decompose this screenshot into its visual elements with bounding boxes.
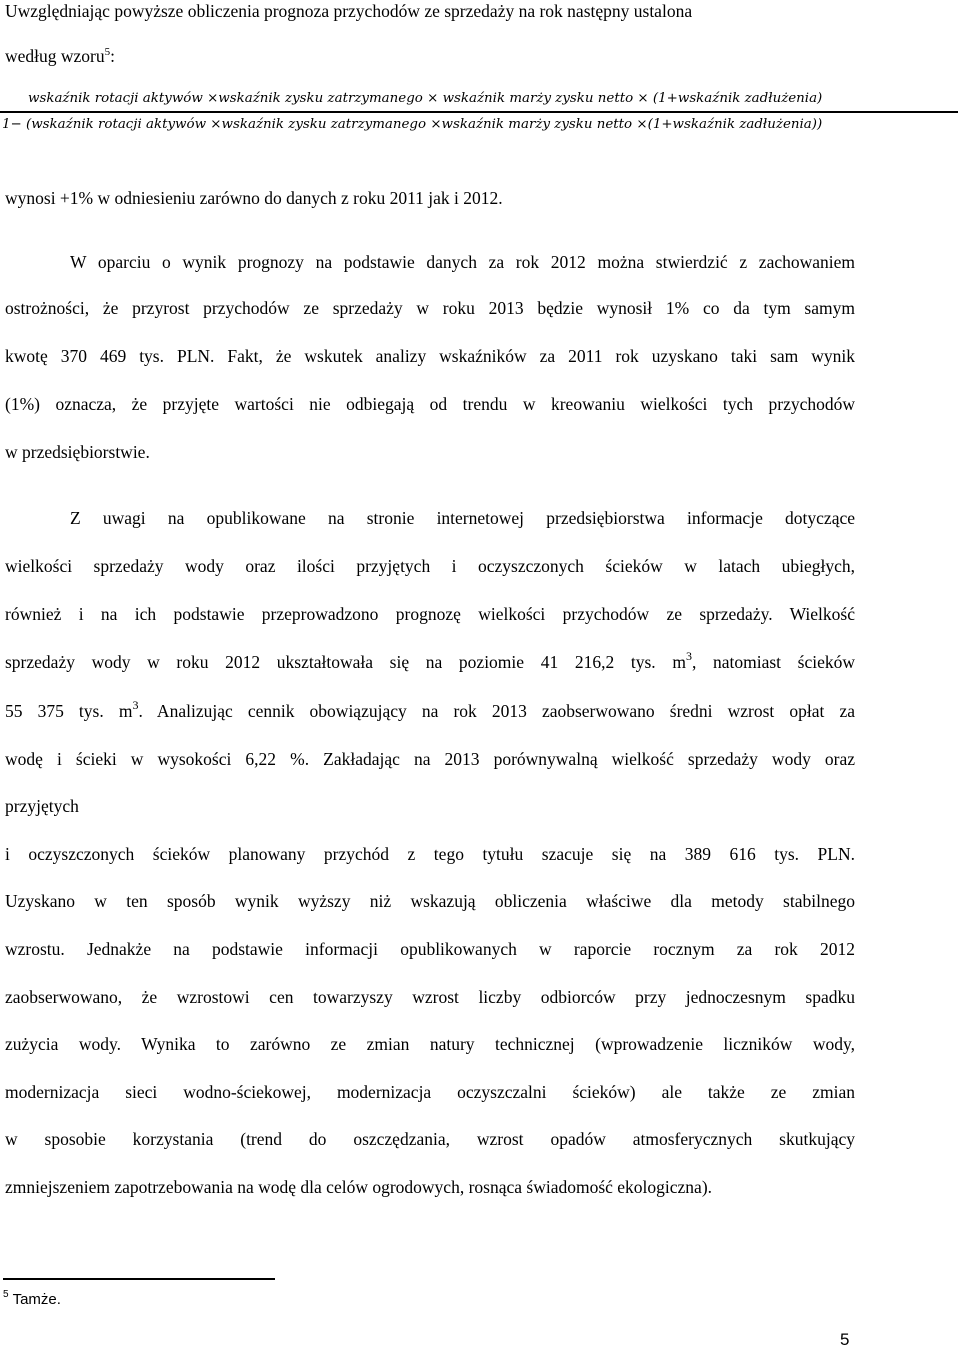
- footnote: [3, 1290, 61, 1310]
- paragraph2-line-4-a: sprzedaży wody w roku 2012 ukształtowała się na poziomie 41 216,2 tys. m: [5, 652, 686, 672]
- footnote-reference: 5: [104, 46, 111, 58]
- paragraph1-line-4: (1%) oznacza, że przyjęte wartości nie odbiegają od trendu w kreowaniu wielkości tych przychodów: [5, 394, 855, 414]
- intro-line-2-text: według wzoru: [5, 46, 105, 66]
- paragraph2-line-15: zmniejszeniem zapotrzebowania na wodę dla celów ogrodowych, rosnąca świadomość ekologiczna).: [5, 1177, 713, 1197]
- page-number: 5: [840, 1330, 850, 1349]
- paragraph1-line-3: kwotę 370 469 tys. PLN. Fakt, że wskutek analizy wskaźników za 2011 rok uzyskano taki sam wynik: [5, 346, 855, 366]
- paragraph2-line-6: wodę i ścieki w wysokości 6,22 %. Zakładając na 2013 porównywalną wielkość sprzedaży wody oraz: [5, 749, 855, 769]
- paragraph2-line-14: w sposobie korzystania (trend do oszczędzania, wzrost opadów atmosferycznych skutkujący: [5, 1129, 855, 1149]
- paragraph2-line-10: wzrostu. Jednakże na podstawie informacji opublikowanych w raporcie rocznym za rok 2012: [5, 939, 855, 959]
- formula-numerator: wskaźnik rotacji aktywów ×wskaźnik zysku zatrzymanego × wskaźnik marży zysku netto × (1+wskaźnik zadłużenia): [28, 91, 823, 106]
- paragraph1-line-2: ostrożności, że przyrost przychodów ze sprzedaży w roku 2013 będzie wynosił 1% co da tym samym: [5, 298, 855, 318]
- footnote-separator: [3, 1278, 275, 1280]
- paragraph2-line-1: Z uwagi na opublikowane na stronie internetowej przedsiębiorstwa informacje dotyczące: [70, 508, 855, 528]
- formula-denominator: 1− (wskaźnik rotacji aktywów ×wskaźnik zysku zatrzymanego ×wskaźnik marży zysku netto ×(1+wskaźnik zadłużenia)): [2, 117, 823, 132]
- paragraph2-line-12: zużycia wody. Wynika to zarówno ze zmian natury technicznej (wprowadzenie liczników wody,: [5, 1034, 855, 1054]
- paragraph2-line-13: modernizacja sieci wodno-ściekowej, modernizacja oczyszczalni ścieków) ale także ze zmian: [5, 1082, 855, 1102]
- cubic-exponent: 3: [132, 698, 139, 712]
- cubic-exponent: 3: [685, 649, 692, 663]
- footnote-text: Tamże.: [12, 1291, 61, 1308]
- intro-line-2: [5, 45, 855, 67]
- paragraph2-line-2: wielkości sprzedaży wody oraz ilości przyjętych i oczyszczonych ścieków w latach ubiegłych,: [5, 556, 855, 576]
- paragraph2-line-4-b: , natomiast ścieków: [691, 652, 855, 672]
- intro-line-2-colon: :: [110, 46, 116, 66]
- paragraph1-line-5: w przedsiębiorstwie.: [5, 442, 150, 462]
- paragraph2-line-9: Uzyskano w ten sposób wynik wyższy niż wskazują obliczenia właściwe dla metody stabilnego: [5, 891, 855, 911]
- paragraph2-line-3: również i na ich podstawie przeprowadzono prognozę wielkości przychodów ze sprzedaży. Wielkość: [5, 604, 855, 624]
- paragraph2-line-7: przyjętych: [5, 796, 79, 816]
- formula-fraction-bar: [0, 111, 958, 113]
- paragraph2-line-4: [5, 651, 855, 673]
- paragraph1-line-1: W oparciu o wynik prognozy na podstawie danych za rok 2012 można stwierdzić z zachowaniem: [70, 252, 855, 272]
- paragraph2-line-5: [5, 700, 855, 722]
- paragraph2-line-5-a: 55 375 tys. m: [5, 701, 133, 721]
- intro-line-1: Uwzględniając powyższe obliczenia prognoza przychodów ze sprzedaży na rok następny ustalona: [5, 1, 693, 21]
- paragraph2-line-5-b: . Analizując cennik obowiązujący na rok 2013 zaobserwowano średni wzrost opłat za: [138, 701, 855, 721]
- footnote-mark: 5: [3, 1289, 9, 1300]
- result-line: wynosi +1% w odniesieniu zarówno do danych z roku 2011 jak i 2012.: [5, 188, 503, 208]
- paragraph2-line-8: i oczyszczonych ścieków planowany przychód z tego tytułu szacuje się na 389 616 tys. PLN.: [5, 844, 855, 864]
- paragraph2-line-11: zaobserwowano, że wzrostowi cen towarzyszy wzrost liczby odbiorców przy jednoczesnym spadku: [5, 987, 855, 1007]
